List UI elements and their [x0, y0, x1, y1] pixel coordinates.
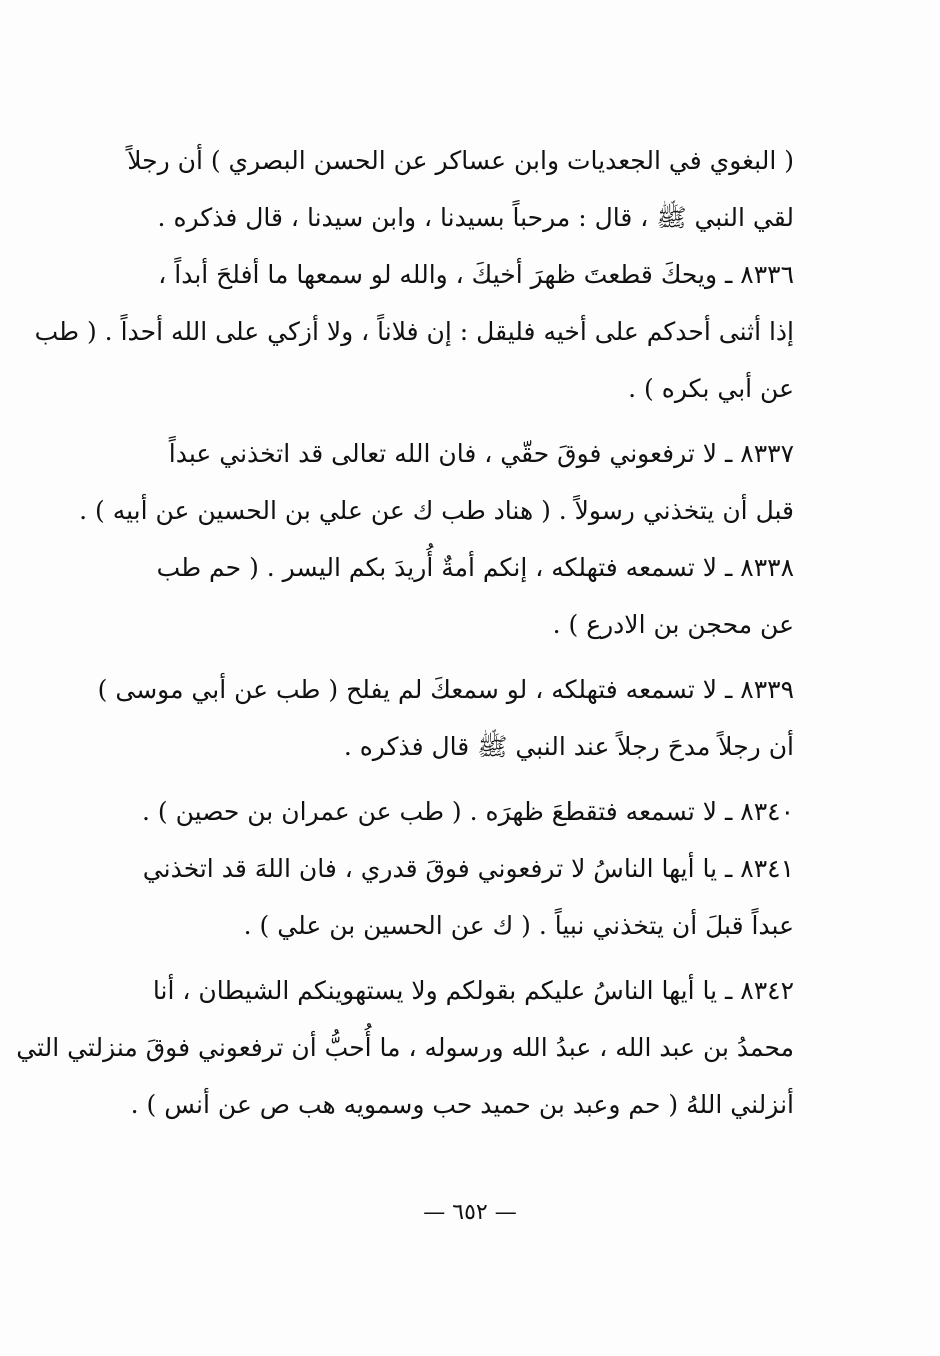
text-line: ٨٣٣٩ ـ لا تسمعه فتهلكه ، لو سمعكَ لم يفلح ( طب عن أبي موسى ): [97, 675, 794, 704]
text-line: أن رجلاً مدحَ رجلاً عند النبي ﷺ قال فذكره .: [343, 732, 794, 761]
text-line: لقي النبي ﷺ ، قال : مرحباً بسيدنا ، وابن سيدنا ، قال فذكره .: [157, 203, 794, 232]
text-line: قبل أن يتخذني رسولاً . ( هناد طب ك عن علي بن الحسين عن أبيه ) .: [79, 496, 794, 525]
text-line: عبداً قبلَ أن يتخذني نبياً . ( ك عن الحسين بن علي ) .: [243, 911, 794, 940]
text-line: ٨٣٤١ ـ يا أيها الناسُ لا ترفعوني فوقَ قدري ، فان اللهَ قد اتخذني: [142, 854, 794, 883]
entry-continuation: [96, 132, 794, 246]
text-line: إذا أثنى أحدكم على أخيه فليقل : إن فلاناً ، ولا أزكي على الله أحداً . ( طب: [34, 317, 794, 346]
text-line: أنزلني اللهُ ( حم وعبد بن حميد حب وسمويه هب ص عن أنس ) .: [130, 1090, 794, 1119]
hadith-8336: [34, 246, 794, 417]
text-line: ( البغوي في الجعديات وابن عساكر عن الحسن البصري ) أن رجلاً: [127, 146, 794, 175]
hadith-8340: [96, 783, 794, 840]
text-line: عن أبي بكره ) .: [628, 374, 794, 403]
text-line: ٨٣٣٨ ـ لا تسمعه فتهلكه ، إنكم أمةٌ أُريدَ بكم اليسر . ( حم طب: [156, 553, 794, 582]
hadith-8339: [96, 661, 794, 775]
hadith-8341: [96, 840, 794, 954]
text-line: محمدُ بن عبد الله ، عبدُ الله ورسوله ، ما أُحبُّ أن ترفعوني فوقَ منزلتي التي: [16, 1033, 794, 1062]
hadith-8337: [79, 425, 794, 539]
hadith-8342: [16, 962, 794, 1133]
text-line: عن محجن بن الادرع ) .: [552, 610, 794, 639]
text-line: ٨٣٤٢ ـ يا أيها الناسُ عليكم بقولكم ولا يستهوينكم الشيطان ، أنا: [152, 976, 794, 1005]
hadith-8338: [96, 539, 794, 653]
text-line: ٨٣٤٠ ـ لا تسمعه فتقطعَ ظهرَه . ( طب عن عمران بن حصين ) .: [142, 797, 794, 826]
text-line: ٨٣٣٧ ـ لا ترفعوني فوقَ حقّي ، فان الله تعالى قد اتخذني عبداً: [168, 439, 794, 468]
page-number: — ٦٥٢ —: [423, 1200, 517, 1225]
page-text: [16, 132, 794, 1133]
text-line: ٨٣٣٦ ـ ويحكَ قطعتَ ظهرَ أخيكَ ، والله لو سمعها ما أفلحَ أبداً ،: [158, 260, 794, 289]
